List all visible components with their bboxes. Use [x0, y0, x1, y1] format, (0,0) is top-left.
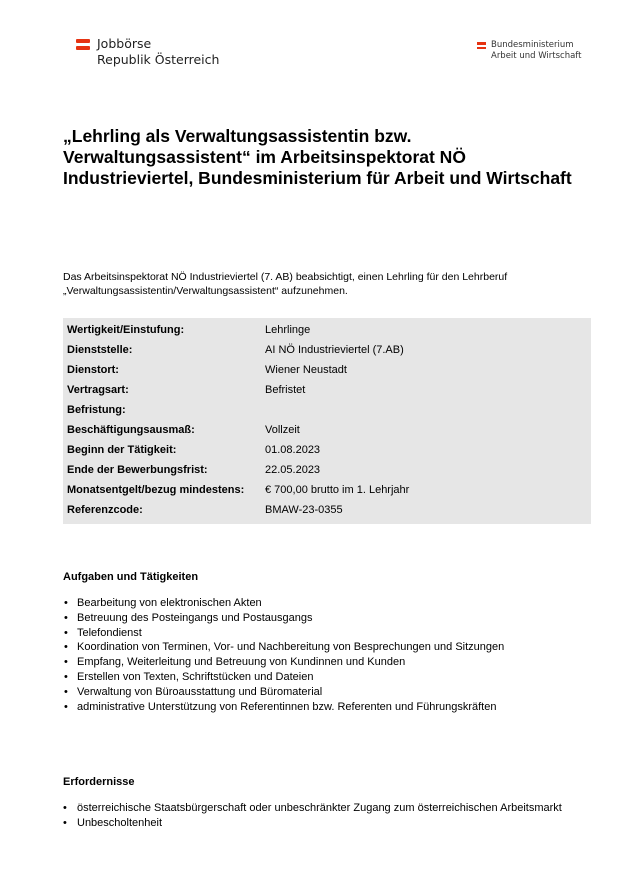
list-item: • Telefondienst — [63, 626, 583, 641]
tasks-list — [63, 596, 583, 714]
list-item — [63, 801, 583, 816]
list-item: • Verwaltung von Büroausstattung und Büromaterial — [63, 685, 583, 700]
detail-value: € 700,00 brutto im 1. Lehrjahr — [265, 484, 410, 496]
detail-row-beginn — [63, 440, 591, 460]
detail-row-referenzcode — [63, 500, 591, 520]
bullet-icon: • — [63, 817, 67, 829]
detail-label: Dienstort: — [67, 364, 119, 376]
detail-label: Beschäftigungsausmaß: — [67, 424, 195, 436]
jobboerse-logo — [76, 36, 219, 68]
detail-label: Ende der Bewerbungsfrist: — [67, 464, 208, 476]
requirements-heading: Erfordernisse — [63, 776, 135, 788]
detail-value: Wiener Neustadt — [265, 364, 347, 376]
ministry-logo-text — [491, 40, 581, 62]
ministry-logo — [477, 40, 581, 62]
tasks-heading: Aufgaben und Tätigkeiten — [63, 571, 199, 583]
bullet-icon: • — [63, 802, 67, 814]
detail-row-beschaeftigungsausmass — [63, 420, 591, 440]
ministry-logo-line1: Bundesministerium — [491, 40, 574, 50]
intro-text: Das Arbeitsinspektorat NÖ Industrieviertel (7. AB) beabsichtigt, einen Lehrling für den Lehrberuf „Verwaltungsassistentin/Verwaltungsassistent“ aufzunehmen. — [63, 271, 508, 297]
list-item-text: österreichische Staatsbürgerschaft oder unbeschränkter Zugang zum österreichischen Arbeitsmarkt — [77, 802, 562, 814]
detail-label: Dienststelle: — [67, 344, 133, 356]
list-item: • Bearbeitung von elektronischen Akten — [63, 596, 583, 611]
list-item: • administrative Unterstützung von Referentinnen bzw. Referenten und Führungskräften — [63, 700, 583, 715]
jobboerse-logo-line1: Jobbörse — [97, 36, 152, 51]
detail-value: 01.08.2023 — [265, 444, 321, 456]
list-item: • Erstellen von Texten, Schriftstücken und Dateien — [63, 670, 583, 685]
detail-label: Befristung: — [67, 404, 126, 416]
list-item: • Koordination von Terminen, Vor- und Nachbereitung von Besprechungen und Sitzungen — [63, 640, 583, 655]
jobboerse-logo-line2: Republik Österreich — [97, 52, 220, 67]
list-item — [63, 816, 583, 831]
detail-value: 22.05.2023 — [265, 464, 321, 476]
job-details-table — [63, 318, 591, 524]
list-item: • Empfang, Weiterleitung und Betreuung von Kundinnen und Kunden — [63, 655, 583, 670]
ministry-logo-line2: Arbeit und Wirtschaft — [491, 51, 582, 61]
detail-label: Monatsentgelt/bezug mindestens: — [67, 484, 245, 496]
austria-flag-icon — [477, 42, 486, 49]
detail-row-dienstort — [63, 360, 591, 380]
detail-row-bewerbungsfrist — [63, 460, 591, 480]
detail-value: BMAW-23-0355 — [265, 504, 343, 516]
list-item: • Betreuung des Posteingangs und Postausgangs — [63, 611, 583, 626]
detail-row-befristung — [63, 400, 591, 420]
requirements-list — [63, 801, 583, 831]
list-item-text: Unbescholtenheit — [77, 817, 163, 829]
detail-label: Wertigkeit/Einstufung: — [67, 324, 185, 336]
detail-row-monatsentgelt — [63, 480, 591, 500]
detail-value: Lehrlinge — [265, 324, 311, 336]
detail-value: AI NÖ Industrieviertel (7.AB) — [265, 344, 404, 356]
jobboerse-logo-text — [97, 36, 219, 68]
detail-row-wertigkeit — [63, 320, 591, 340]
detail-label: Beginn der Tätigkeit: — [67, 444, 177, 456]
detail-row-vertragsart — [63, 380, 591, 400]
detail-value: Befristet — [265, 384, 306, 396]
page-title: „Lehrling als Verwaltungsassistentin bzw. Verwaltungsassistent“ im Arbeitsinspektorat NÖ Industrieviertel, Bundesministerium für Arbeit und Wirtschaft — [63, 126, 572, 188]
detail-value: Vollzeit — [265, 424, 300, 436]
austria-flag-icon — [76, 39, 90, 50]
detail-row-dienststelle — [63, 340, 591, 360]
detail-label: Vertragsart: — [67, 384, 129, 396]
detail-label: Referenzcode: — [67, 504, 143, 516]
